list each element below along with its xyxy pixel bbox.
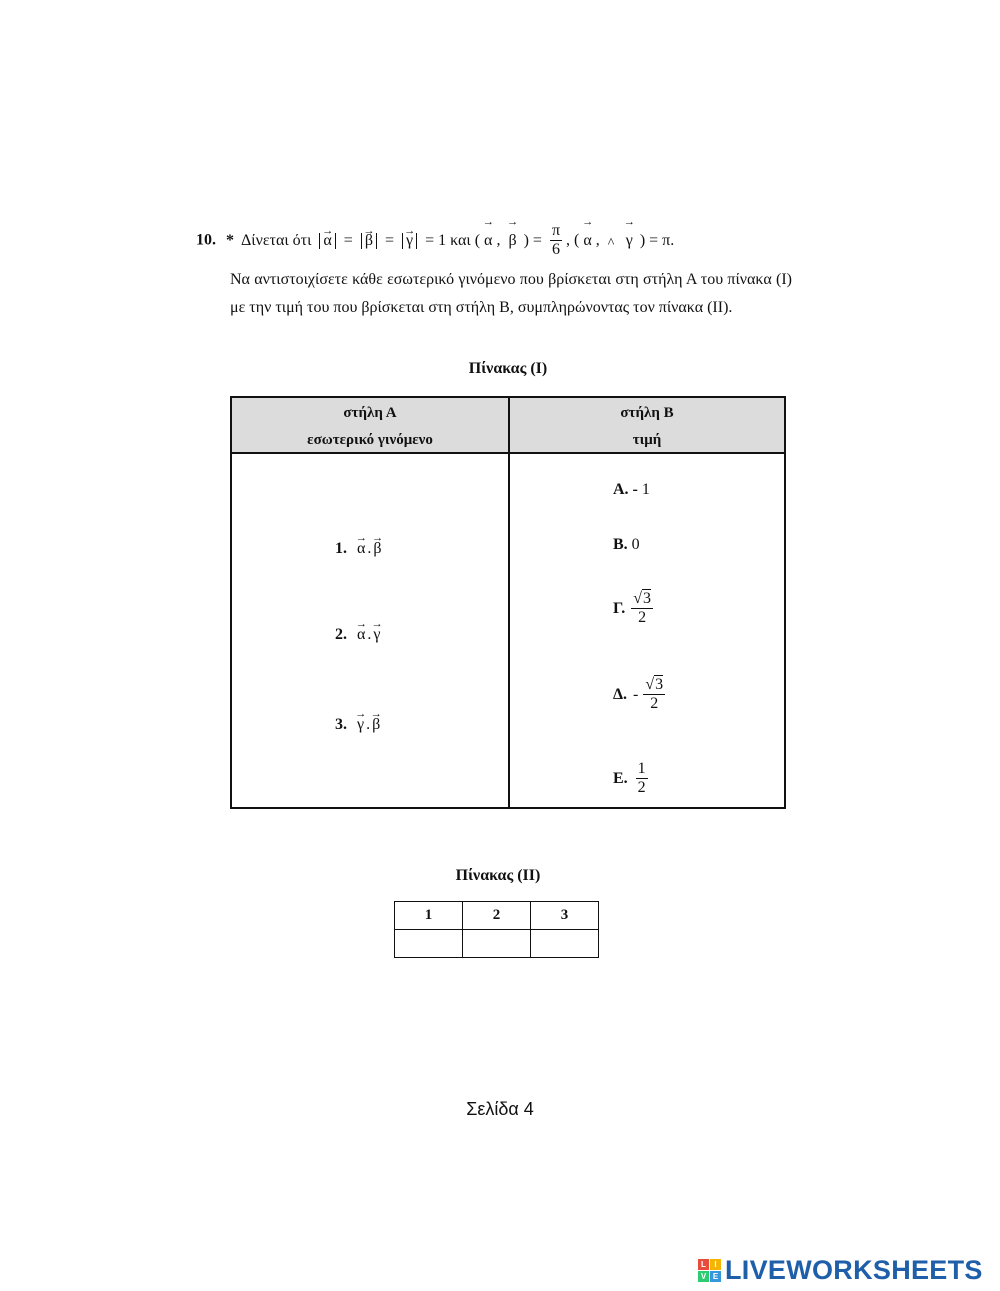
comma-1: , [496,231,501,249]
logo-block-i: I [710,1259,721,1270]
item-1-label: 1. [335,540,347,557]
item-1-right-vector: → β [373,540,381,558]
value-B [613,536,640,554]
end-text: ) = π. [639,231,675,249]
value-D-fraction [643,676,665,714]
colA-header [232,400,508,454]
value-D-numerator [643,676,665,695]
table1-divider [508,398,510,807]
value-A-label: Α. - [613,481,638,498]
value-E [613,760,648,798]
abs-a [319,233,335,250]
given-text: Δίνεται ότι [241,231,312,249]
angle-vector-a: → α [484,224,492,258]
item-2-left-vector: → α [357,626,365,644]
abs-b [361,233,377,250]
answer-cell-1[interactable] [395,930,463,958]
value-D [613,676,665,714]
eq-2: = [384,231,394,249]
page-label: Σελίδα 4 [466,1099,534,1119]
angle-vector-b: → β [508,224,516,258]
instruction-text: Να αντιστοιχίσετε κάθε εσωτερικό γινόμενο που βρίσκεται στη στήλη Α του πίνακα (Ι) με την τιμή του που βρίσκεται στη στήλη Β, συμπληρώνοντας τον πίνακα (ΙΙ). [230,271,792,316]
value-D-radicand: 3 [655,676,664,693]
angle2-vector-a: → α [583,224,591,258]
value-G-denominator: 2 [638,609,647,627]
value-E-denominator: 2 [637,779,646,797]
question-star: * [226,231,234,249]
colB-subtitle: τιμή [632,432,662,448]
value-G-root: √ [633,590,643,607]
logo-text: LIVEWORKSHEETS [725,1255,983,1285]
item-1-left-vector: → α [357,540,365,558]
table2-header-1: 1 [395,902,463,930]
hat-symbol: ^ [607,235,615,251]
logo-block-l: L [698,1259,709,1270]
close-eq: ) = [523,231,542,249]
vector-a: → α [323,233,331,250]
value-D-denominator: 2 [650,695,659,713]
colB-header [510,400,784,454]
item-2-label: 2. [335,626,347,643]
value-D-root: √ [645,676,655,693]
question-number: 10. [196,231,216,249]
item-2 [335,626,380,644]
item-1-dot: . [367,540,372,557]
table1-title: Πίνακας (Ι) [468,360,548,377]
table2-header-row [395,902,599,930]
item-1 [335,540,382,558]
value-E-numerator: 1 [636,760,648,779]
table2-answer-row [395,930,599,958]
answer-cell-2[interactable] [463,930,531,958]
comma-2: , [595,231,600,249]
item-3 [335,716,380,734]
value-G-numerator [631,590,653,609]
value-A [613,481,650,499]
value-B-number: 0 [631,536,640,553]
six-denominator: 6 [551,241,560,259]
eq-one-and: = 1 και ( [425,231,481,249]
item-3-right-vector: → β [372,716,380,734]
table2-header-2: 2 [463,902,531,930]
table2-header-3: 3 [531,902,599,930]
item-2-dot: . [367,626,372,643]
answer-cell-3[interactable] [531,930,599,958]
item-3-label: 3. [335,716,347,733]
value-E-fraction [636,760,648,798]
vector-g: → γ [406,233,413,250]
pi-numerator: π [550,222,562,241]
table1 [230,396,786,809]
value-G-label: Γ. [613,599,626,617]
value-B-label: Β. [613,536,628,553]
value-D-minus: - [633,685,639,703]
table2 [394,901,599,958]
pi-over-six [550,222,562,260]
value-E-label: Ε. [613,769,628,787]
logo-block-v: V [698,1271,709,1282]
abs-g [402,233,417,250]
value-A-number: 1 [641,481,650,498]
question-line [196,222,756,262]
eq-1: = [343,231,353,249]
table2-title: Πίνακας (ΙΙ) [455,867,541,884]
angle2-vector-g: → γ [626,224,633,258]
vector-b: → β [365,233,373,250]
colA-subtitle: εσωτερικό γινόμενο [307,432,433,448]
value-G [613,590,653,628]
value-G-fraction [631,590,653,628]
logo-blocks-icon [698,1259,721,1282]
open-2: , ( [566,231,580,249]
liveworksheets-logo[interactable] [698,1255,983,1286]
colA-title: στήλη Α [343,405,397,421]
item-3-dot: . [366,716,371,733]
logo-block-e: E [710,1271,721,1282]
colB-title: στήλη Β [620,405,674,421]
value-D-label: Δ. [613,685,628,703]
item-3-left-vector: → γ [357,716,364,734]
item-2-right-vector: → γ [373,626,380,644]
value-G-radicand: 3 [643,590,652,607]
